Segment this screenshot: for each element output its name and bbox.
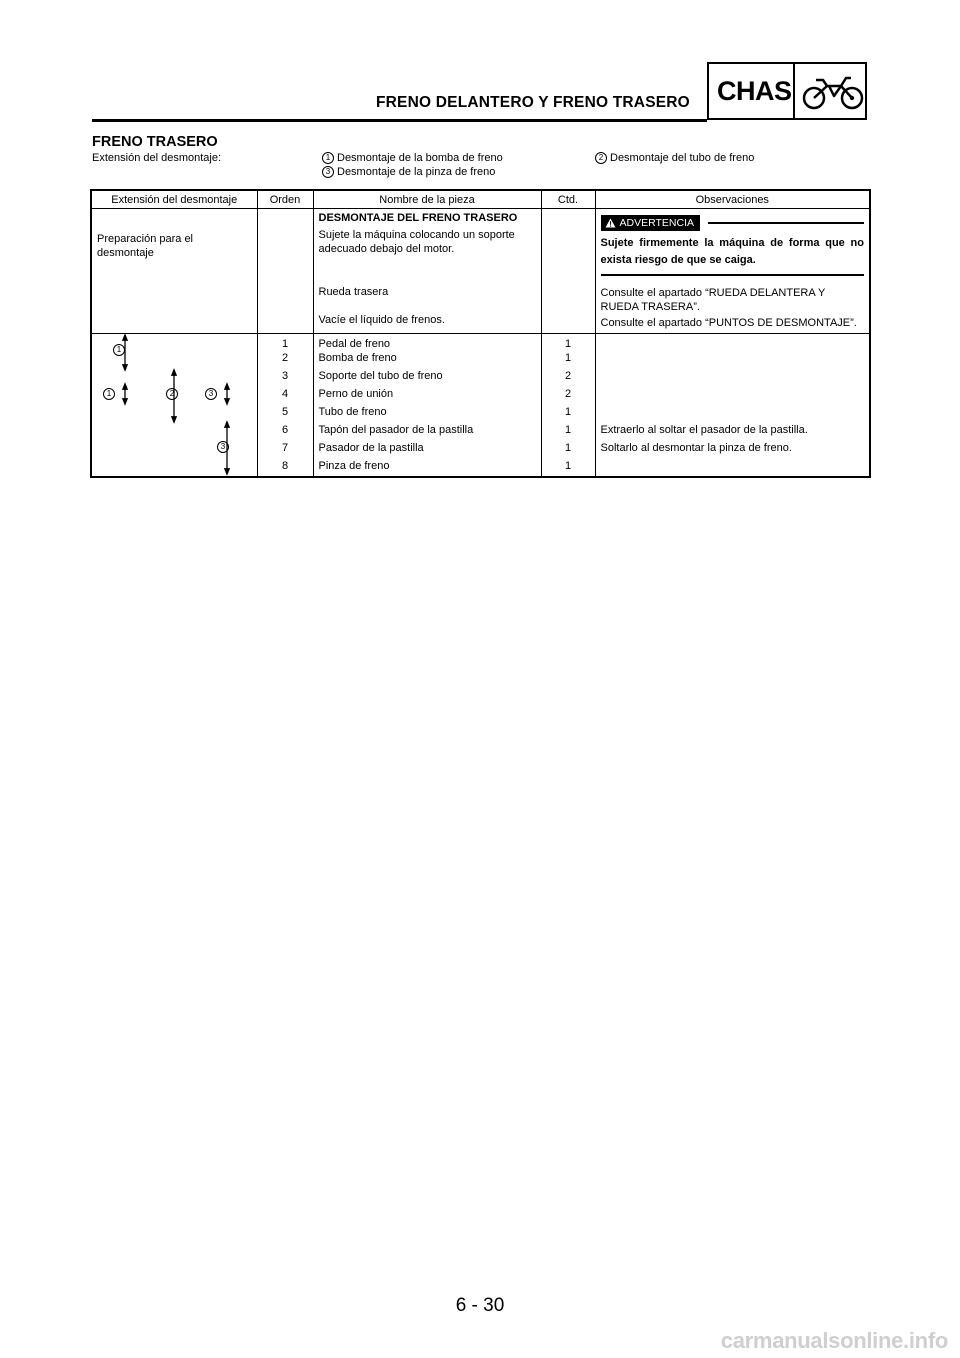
- circled-number: 2: [595, 152, 607, 164]
- extent-item-3: [322, 166, 495, 178]
- qty-cell: 1: [541, 351, 595, 369]
- order-cell: 4: [257, 387, 313, 405]
- prep-qty: [541, 209, 595, 334]
- arrow-label: 2: [166, 388, 178, 400]
- prep-step-3: Vacíe el líquido de frenos.: [318, 314, 445, 326]
- prep-extent-text: Preparación para el desmontaje: [97, 233, 194, 259]
- table-header-row: [91, 190, 870, 209]
- order-cell: 5: [257, 405, 313, 423]
- warning-badge: [601, 215, 701, 231]
- prep-heading: DESMONTAJE DEL FRENO TRASERO: [318, 212, 518, 224]
- part-name-cell: Soporte del tubo de freno: [313, 369, 541, 387]
- extent-item-2: [595, 152, 754, 164]
- qty-cell: 2: [541, 387, 595, 405]
- note-cell: [595, 405, 870, 423]
- disassembly-table: [90, 189, 871, 478]
- warning-label: ADVERTENCIA: [619, 217, 694, 229]
- order-cell: 8: [257, 459, 313, 477]
- part-name-cell: Pedal de freno: [313, 334, 541, 352]
- motorcycle-icon: [801, 72, 865, 112]
- extent-text: Desmontaje del tubo de freno: [610, 152, 755, 164]
- table-row: [91, 334, 870, 352]
- note-cell: [595, 351, 870, 369]
- col-header-order: Orden: [257, 190, 313, 209]
- note-cell: Soltarlo al desmontar la pinza de freno.: [595, 441, 870, 459]
- col-header-extent: Extensión del desmontaje: [91, 190, 257, 209]
- prep-note-3: Consulte el apartado “PUNTOS DE DESMONTAJE”.: [600, 317, 857, 329]
- section-title: FRENO TRASERO: [92, 134, 218, 150]
- part-name-cell: Perno de unión: [313, 387, 541, 405]
- note-cell: [595, 387, 870, 405]
- watermark: carmanualsonline.info: [720, 1328, 948, 1353]
- order-cell: 6: [257, 423, 313, 441]
- badge-divider: [793, 64, 795, 118]
- warning-header: [601, 215, 865, 231]
- note-cell: [595, 369, 870, 387]
- arrow-label: 3: [205, 388, 217, 400]
- qty-cell: 1: [541, 423, 595, 441]
- note-cell: [595, 459, 870, 477]
- extent-item-1: [322, 152, 503, 164]
- note-cell: [595, 334, 870, 352]
- prep-part-name: [313, 209, 541, 334]
- col-header-part-name: Nombre de la pieza: [313, 190, 541, 209]
- qty-cell: 1: [541, 405, 595, 423]
- order-cell: 7: [257, 441, 313, 459]
- prep-note-2: Consulte el apartado “RUEDA DELANTERA Y RUEDA TRASERA”.: [600, 287, 826, 313]
- warning-rule: [708, 222, 864, 224]
- arrow-label: 3: [217, 441, 229, 453]
- order-cell: 3: [257, 369, 313, 387]
- part-name-cell: Tubo de freno: [313, 405, 541, 423]
- qty-cell: 1: [541, 441, 595, 459]
- chas-label: CHAS: [717, 76, 792, 106]
- header-title: FRENO DELANTERO Y FRENO TRASERO: [376, 94, 690, 111]
- part-name-cell: Pasador de la pastilla: [313, 441, 541, 459]
- warning-box: [601, 215, 865, 276]
- extent-label: Extensión del desmontaje:: [92, 152, 222, 164]
- order-cell: 1: [257, 334, 313, 352]
- col-header-notes: Observaciones: [595, 190, 870, 209]
- arrow-label: 1: [103, 388, 115, 400]
- part-name-cell: Tapón del pasador de la pastilla: [313, 423, 541, 441]
- page-number: 6 - 30: [455, 1295, 505, 1316]
- qty-cell: 2: [541, 369, 595, 387]
- prep-order: [257, 209, 313, 334]
- warning-text: Sujete firmemente la máquina de forma que no exista riesgo de que se caiga.: [601, 231, 865, 276]
- arrow-label: 1: [113, 344, 125, 356]
- prep-step-1: Sujete la máquina colocando un soporte adecuado debajo del motor.: [318, 229, 515, 255]
- header-rule: [92, 119, 707, 122]
- qty-cell: 1: [541, 334, 595, 352]
- prep-step-2: Rueda trasera: [318, 286, 389, 298]
- circled-number: 1: [322, 152, 334, 164]
- note-cell: Extraerlo al soltar el pasador de la pastilla.: [595, 423, 870, 441]
- part-name-cell: Pinza de freno: [313, 459, 541, 477]
- circled-number: 3: [322, 166, 334, 178]
- order-cell: 2: [257, 351, 313, 369]
- qty-cell: 1: [541, 459, 595, 477]
- prep-notes: [595, 209, 870, 334]
- extent-text: Desmontaje de la bomba de freno: [337, 152, 503, 164]
- extent-text: Desmontaje de la pinza de freno: [337, 166, 496, 178]
- prep-row: [91, 209, 870, 334]
- part-name-cell: Bomba de freno: [313, 351, 541, 369]
- col-header-qty: Ctd.: [541, 190, 595, 209]
- extent-cell: [91, 334, 257, 478]
- prep-extent: [91, 209, 257, 334]
- chas-badge: [707, 62, 867, 120]
- warning-triangle-icon: [605, 218, 616, 228]
